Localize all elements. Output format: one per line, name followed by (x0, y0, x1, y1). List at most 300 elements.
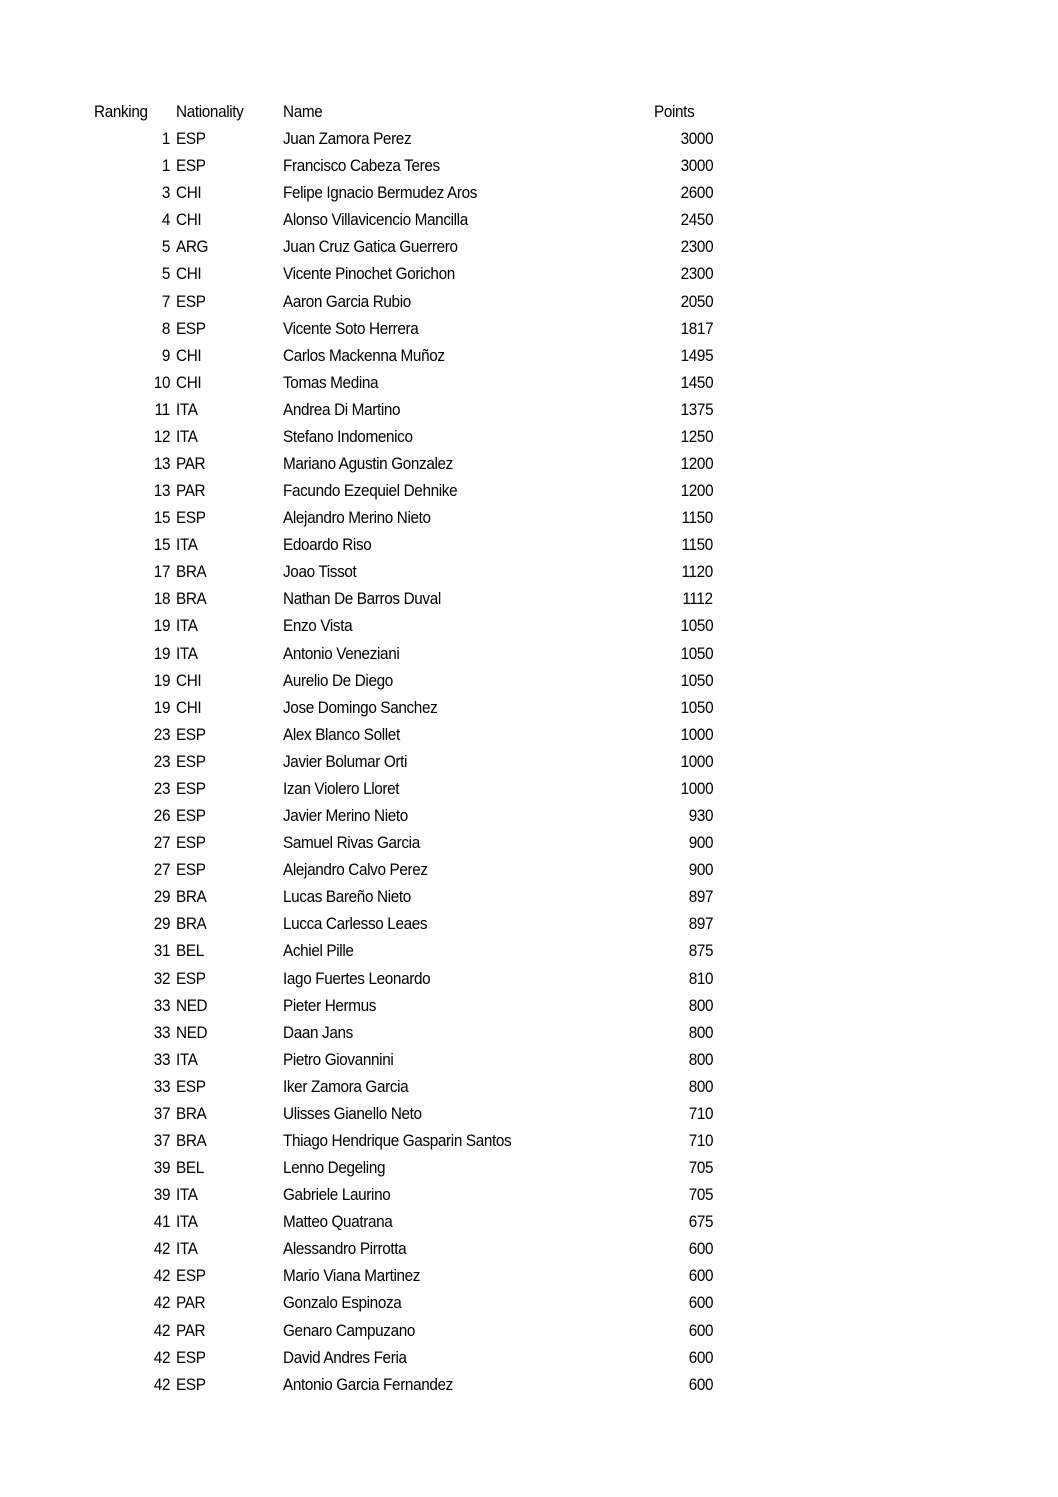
cell-name (283, 179, 499, 206)
table-row (0, 315, 1058, 342)
cell-points (600, 667, 713, 694)
cell-ranking-text: 31 (153, 941, 170, 961)
cell-name (283, 504, 447, 531)
cell-nationality-text: ESP (176, 508, 206, 528)
cell-nationality-text: ESP (176, 1347, 206, 1367)
cell-name-text: Antonio Veneziani (283, 643, 400, 663)
table-row (0, 342, 1058, 369)
cell-nationality (176, 125, 209, 152)
cell-ranking (94, 315, 170, 342)
cell-nationality (176, 883, 210, 910)
cell-ranking-text: 19 (153, 670, 170, 690)
table-row (0, 992, 1058, 1019)
cell-nationality (176, 965, 209, 992)
cell-ranking-text: 8 (161, 318, 170, 338)
cell-points (600, 883, 713, 910)
cell-points-text: 1050 (680, 616, 713, 636)
table-row (0, 1317, 1058, 1344)
cell-nationality-text: ESP (176, 724, 206, 744)
table-row (0, 1371, 1058, 1398)
cell-points (600, 233, 713, 260)
cell-ranking (94, 342, 170, 369)
cell-name (283, 1262, 435, 1289)
cell-ranking (94, 694, 170, 721)
table-row (0, 1019, 1058, 1046)
cell-name-text: Aurelio De Diego (283, 670, 393, 690)
cell-name (283, 829, 435, 856)
table-row (0, 1100, 1058, 1127)
cell-ranking-text: 17 (153, 562, 170, 582)
cell-name-text: Javier Bolumar Orti (283, 751, 408, 771)
cell-nationality (176, 152, 209, 179)
cell-name-text: Vicente Soto Herrera (283, 318, 419, 338)
cell-ranking (94, 667, 170, 694)
cell-nationality-text: CHI (176, 264, 202, 284)
table-row (0, 288, 1058, 315)
cell-points (600, 1181, 713, 1208)
cell-ranking-text: 9 (161, 345, 170, 365)
cell-ranking (94, 450, 170, 477)
cell-ranking (94, 965, 170, 992)
header-ranking-text: Ranking (94, 102, 148, 121)
cell-ranking-text: 19 (153, 697, 170, 717)
cell-points-text: 1120 (681, 562, 713, 582)
cell-ranking (94, 423, 170, 450)
cell-name (283, 233, 477, 260)
cell-name (283, 315, 433, 342)
cell-nationality (176, 775, 209, 802)
cell-ranking-text: 1 (161, 129, 170, 149)
cell-points-text: 1050 (680, 643, 713, 663)
table-row (0, 369, 1058, 396)
cell-name (283, 1317, 430, 1344)
cell-ranking-text: 23 (153, 778, 170, 798)
table-row (0, 612, 1058, 639)
cell-points-text: 2600 (680, 183, 713, 203)
cell-points-text: 900 (688, 860, 713, 880)
cell-nationality (176, 233, 212, 260)
cell-nationality-text: ITA (176, 1185, 198, 1205)
cell-nationality-text: CHI (176, 183, 202, 203)
cell-name-text: Gabriele Laurino (283, 1185, 391, 1205)
cell-ranking (94, 612, 170, 639)
cell-name-text: Samuel Rivas Garcia (283, 833, 420, 853)
cell-ranking-text: 42 (153, 1347, 170, 1367)
cell-points-text: 1150 (681, 535, 713, 555)
cell-ranking-text: 13 (153, 481, 170, 501)
cell-ranking (94, 802, 170, 829)
cell-ranking-text: 39 (153, 1185, 170, 1205)
cell-nationality (176, 748, 209, 775)
cell-nationality-text: ITA (176, 643, 198, 663)
cell-ranking-text: 19 (153, 616, 170, 636)
cell-ranking-text: 32 (153, 968, 170, 988)
cell-nationality (176, 260, 204, 287)
cell-name (283, 1100, 437, 1127)
cell-ranking (94, 1289, 170, 1316)
cell-name-text: Stefano Indomenico (283, 426, 413, 446)
cell-name (283, 206, 488, 233)
cell-points (600, 1371, 713, 1398)
cell-name-text: Thiago Hendrique Gasparin Santos (283, 1130, 512, 1150)
cell-ranking (94, 585, 170, 612)
cell-nationality (176, 1046, 200, 1073)
cell-ranking (94, 937, 170, 964)
cell-points (600, 1317, 713, 1344)
cell-ranking-text: 33 (153, 1022, 170, 1042)
cell-points (600, 1100, 713, 1127)
cell-name (283, 1181, 402, 1208)
cell-ranking (94, 1208, 170, 1235)
cell-ranking-text: 18 (153, 589, 170, 609)
cell-points (600, 748, 713, 775)
table-row (0, 1344, 1058, 1371)
cell-ranking (94, 531, 170, 558)
cell-nationality-text: BEL (176, 1158, 204, 1178)
cell-points (600, 558, 713, 585)
cell-nationality (176, 396, 200, 423)
cell-name (283, 1154, 397, 1181)
cell-points-text: 1200 (680, 481, 713, 501)
cell-nationality-text: ESP (176, 778, 206, 798)
table-row (0, 721, 1058, 748)
cell-points (600, 1344, 713, 1371)
cell-ranking-text: 1 (161, 156, 170, 176)
header-points-text: Points (654, 102, 695, 121)
cell-name (283, 369, 389, 396)
cell-points (600, 125, 713, 152)
cell-points-text: 3000 (680, 156, 713, 176)
cell-name-text: Joao Tissot (283, 562, 357, 582)
cell-ranking-text: 42 (153, 1239, 170, 1259)
cell-nationality (176, 667, 204, 694)
cell-nationality-text: BRA (176, 562, 207, 582)
cell-nationality (176, 612, 200, 639)
table-row (0, 585, 1058, 612)
cell-name (283, 992, 386, 1019)
cell-ranking-text: 29 (153, 914, 170, 934)
cell-nationality (176, 1208, 200, 1235)
cell-ranking (94, 504, 170, 531)
cell-ranking (94, 1235, 170, 1262)
table-row (0, 1235, 1058, 1262)
cell-points (600, 965, 713, 992)
cell-name (283, 342, 463, 369)
table-row (0, 883, 1058, 910)
cell-points (600, 450, 713, 477)
cell-nationality (176, 206, 204, 233)
cell-ranking (94, 1127, 170, 1154)
cell-ranking-text: 33 (153, 1049, 170, 1069)
cell-nationality-text: BRA (176, 1130, 207, 1150)
cell-points-text: 2300 (680, 264, 713, 284)
cell-points-text: 600 (688, 1320, 713, 1340)
cell-nationality (176, 477, 209, 504)
cell-name-text: Alonso Villavicencio Mancilla (283, 210, 468, 230)
cell-ranking (94, 1181, 170, 1208)
cell-name-text: Antonio Garcia Fernandez (283, 1374, 453, 1394)
cell-ranking (94, 260, 170, 287)
cell-name (283, 558, 365, 585)
cell-ranking-text: 11 (154, 399, 170, 419)
cell-points-text: 1200 (680, 454, 713, 474)
cell-nationality-text: ITA (176, 426, 198, 446)
cell-ranking (94, 1046, 170, 1073)
cell-points (600, 1235, 713, 1262)
table-row (0, 477, 1058, 504)
cell-ranking (94, 829, 170, 856)
cell-ranking (94, 883, 170, 910)
cell-name-text: Pieter Hermus (283, 995, 377, 1015)
table-row (0, 937, 1058, 964)
ranking-table (0, 98, 1058, 1398)
cell-ranking (94, 1371, 170, 1398)
cell-points-text: 1050 (680, 697, 713, 717)
cell-nationality (176, 640, 200, 667)
header-nationality (176, 98, 251, 125)
cell-nationality (176, 992, 211, 1019)
cell-ranking (94, 369, 170, 396)
cell-points-text: 1495 (680, 345, 713, 365)
cell-nationality-text: ESP (176, 129, 206, 149)
cell-nationality (176, 694, 204, 721)
cell-name (283, 423, 427, 450)
cell-points-text: 3000 (680, 129, 713, 149)
cell-nationality-text: PAR (176, 1320, 206, 1340)
cell-nationality-text: ITA (176, 1239, 198, 1259)
cell-name (283, 1019, 361, 1046)
cell-nationality-text: ESP (176, 318, 206, 338)
table-row (0, 640, 1058, 667)
cell-points (600, 937, 713, 964)
cell-nationality (176, 1235, 200, 1262)
cell-ranking-text: 42 (153, 1320, 170, 1340)
cell-name-text: Juan Zamora Perez (283, 129, 412, 149)
cell-ranking (94, 179, 170, 206)
cell-points (600, 1046, 713, 1073)
table-row (0, 1181, 1058, 1208)
cell-ranking-text: 33 (153, 995, 170, 1015)
cell-name (283, 1046, 406, 1073)
cell-nationality (176, 1262, 209, 1289)
cell-nationality-text: CHI (176, 670, 202, 690)
cell-nationality-text: PAR (176, 481, 206, 501)
cell-name-text: Nathan De Barros Duval (283, 589, 441, 609)
table-row (0, 775, 1058, 802)
cell-nationality-text: BRA (176, 589, 207, 609)
table-row (0, 910, 1058, 937)
cell-points-text: 600 (688, 1266, 713, 1286)
cell-nationality (176, 1127, 210, 1154)
cell-nationality-text: ESP (176, 806, 206, 826)
cell-nationality (176, 179, 204, 206)
table-row (0, 1046, 1058, 1073)
cell-name-text: Lenno Degeling (283, 1158, 386, 1178)
table-row (0, 802, 1058, 829)
cell-nationality-text: ESP (176, 1266, 206, 1286)
cell-ranking-text: 4 (161, 210, 170, 230)
cell-ranking-text: 27 (153, 860, 170, 880)
cell-points-text: 800 (688, 1076, 713, 1096)
cell-ranking (94, 206, 170, 233)
cell-name (283, 721, 413, 748)
cell-points-text: 600 (688, 1347, 713, 1367)
cell-name (283, 965, 447, 992)
cell-points-text: 1000 (680, 778, 713, 798)
cell-ranking-text: 15 (153, 508, 170, 528)
cell-name (283, 910, 443, 937)
cell-points-text: 2450 (680, 210, 713, 230)
cell-ranking-text: 42 (153, 1293, 170, 1313)
cell-nationality (176, 504, 209, 531)
cell-points (600, 1289, 713, 1316)
cell-name-text: Alejandro Merino Nieto (283, 508, 431, 528)
cell-ranking (94, 1262, 170, 1289)
cell-nationality-text: NED (176, 1022, 208, 1042)
cell-points (600, 315, 713, 342)
cell-nationality (176, 856, 209, 883)
cell-name (283, 667, 405, 694)
cell-name-text: Iago Fuertes Leonardo (283, 968, 431, 988)
cell-points-text: 897 (688, 887, 713, 907)
table-row (0, 233, 1058, 260)
table-row (0, 125, 1058, 152)
cell-name (283, 1235, 420, 1262)
cell-name-text: Jose Domingo Sanchez (283, 697, 438, 717)
table-row (0, 396, 1058, 423)
cell-name-text: Alex Blanco Sollet (283, 724, 400, 744)
cell-nationality (176, 423, 200, 450)
cell-points (600, 531, 713, 558)
cell-nationality (176, 1073, 209, 1100)
cell-points (600, 775, 713, 802)
cell-ranking (94, 1344, 170, 1371)
cell-points (600, 1073, 713, 1100)
cell-nationality-text: ESP (176, 1076, 206, 1096)
cell-ranking (94, 1100, 170, 1127)
cell-points (600, 640, 713, 667)
cell-nationality-text: NED (176, 995, 208, 1015)
cell-nationality-text: ITA (176, 535, 198, 555)
cell-ranking (94, 992, 170, 1019)
cell-points-text: 600 (688, 1374, 713, 1394)
cell-name (283, 288, 425, 315)
cell-points-text: 600 (688, 1239, 713, 1259)
cell-points-text: 705 (688, 1185, 713, 1205)
cell-points-text: 930 (688, 806, 713, 826)
cell-points-text: 675 (688, 1212, 713, 1232)
cell-ranking-text: 23 (153, 724, 170, 744)
cell-ranking (94, 856, 170, 883)
cell-ranking (94, 288, 170, 315)
cell-points-text: 710 (688, 1130, 713, 1150)
cell-ranking (94, 910, 170, 937)
table-header-row (0, 98, 1058, 125)
cell-name-text: Carlos Mackenna Muñoz (283, 345, 445, 365)
cell-points-text: 1817 (680, 318, 713, 338)
header-name-text: Name (283, 102, 323, 121)
cell-points (600, 802, 713, 829)
cell-points-text: 1450 (680, 372, 713, 392)
cell-ranking-text: 42 (153, 1374, 170, 1394)
cell-name-text: Francisco Cabeza Teres (283, 156, 440, 176)
table-row (0, 206, 1058, 233)
cell-nationality (176, 288, 209, 315)
cell-name-text: David Andres Feria (283, 1347, 407, 1367)
cell-points-text: 810 (688, 968, 713, 988)
cell-points (600, 504, 713, 531)
cell-ranking-text: 5 (161, 264, 170, 284)
cell-name (283, 640, 412, 667)
cell-name (283, 152, 457, 179)
cell-nationality-text: CHI (176, 210, 202, 230)
cell-nationality (176, 369, 204, 396)
cell-ranking-text: 41 (153, 1212, 170, 1232)
table-row (0, 450, 1058, 477)
table-row (0, 856, 1058, 883)
cell-points (600, 423, 713, 450)
cell-points-text: 2300 (680, 237, 713, 257)
cell-name (283, 1208, 405, 1235)
cell-nationality-text: PAR (176, 454, 206, 474)
table-row (0, 423, 1058, 450)
cell-ranking (94, 1019, 170, 1046)
cell-nationality (176, 1181, 200, 1208)
cell-name (283, 1371, 472, 1398)
cell-nationality (176, 585, 210, 612)
table-row (0, 1262, 1058, 1289)
table-row (0, 1208, 1058, 1235)
cell-nationality (176, 829, 209, 856)
cell-points (600, 856, 713, 883)
cell-points (600, 179, 713, 206)
cell-points (600, 369, 713, 396)
cell-ranking-text: 10 (153, 372, 170, 392)
cell-nationality-text: PAR (176, 1293, 206, 1313)
cell-nationality-text: ITA (176, 616, 198, 636)
cell-nationality (176, 531, 200, 558)
cell-name (283, 694, 455, 721)
cell-name (283, 477, 477, 504)
cell-points-text: 1050 (680, 670, 713, 690)
cell-name-text: Pietro Giovannini (283, 1049, 394, 1069)
cell-ranking (94, 1154, 170, 1181)
cell-ranking (94, 396, 170, 423)
cell-nationality-text: ESP (176, 968, 206, 988)
cell-nationality-text: BRA (176, 887, 207, 907)
cell-nationality-text: ESP (176, 833, 206, 853)
cell-name (283, 775, 412, 802)
cell-name-text: Enzo Vista (283, 616, 353, 636)
table-row (0, 504, 1058, 531)
cell-points-text: 1000 (680, 751, 713, 771)
table-row (0, 829, 1058, 856)
cell-name (283, 396, 413, 423)
cell-name-text: Mario Viana Martinez (283, 1266, 421, 1286)
cell-name-text: Juan Cruz Gatica Guerrero (283, 237, 458, 257)
cell-points (600, 829, 713, 856)
cell-nationality (176, 315, 209, 342)
cell-nationality (176, 1154, 207, 1181)
cell-points (600, 612, 713, 639)
cell-name (283, 748, 421, 775)
table-row (0, 1127, 1058, 1154)
cell-points (600, 1208, 713, 1235)
cell-nationality-text: CHI (176, 697, 202, 717)
cell-name (283, 856, 444, 883)
cell-ranking-text: 39 (153, 1158, 170, 1178)
cell-nationality-text: BRA (176, 914, 207, 934)
